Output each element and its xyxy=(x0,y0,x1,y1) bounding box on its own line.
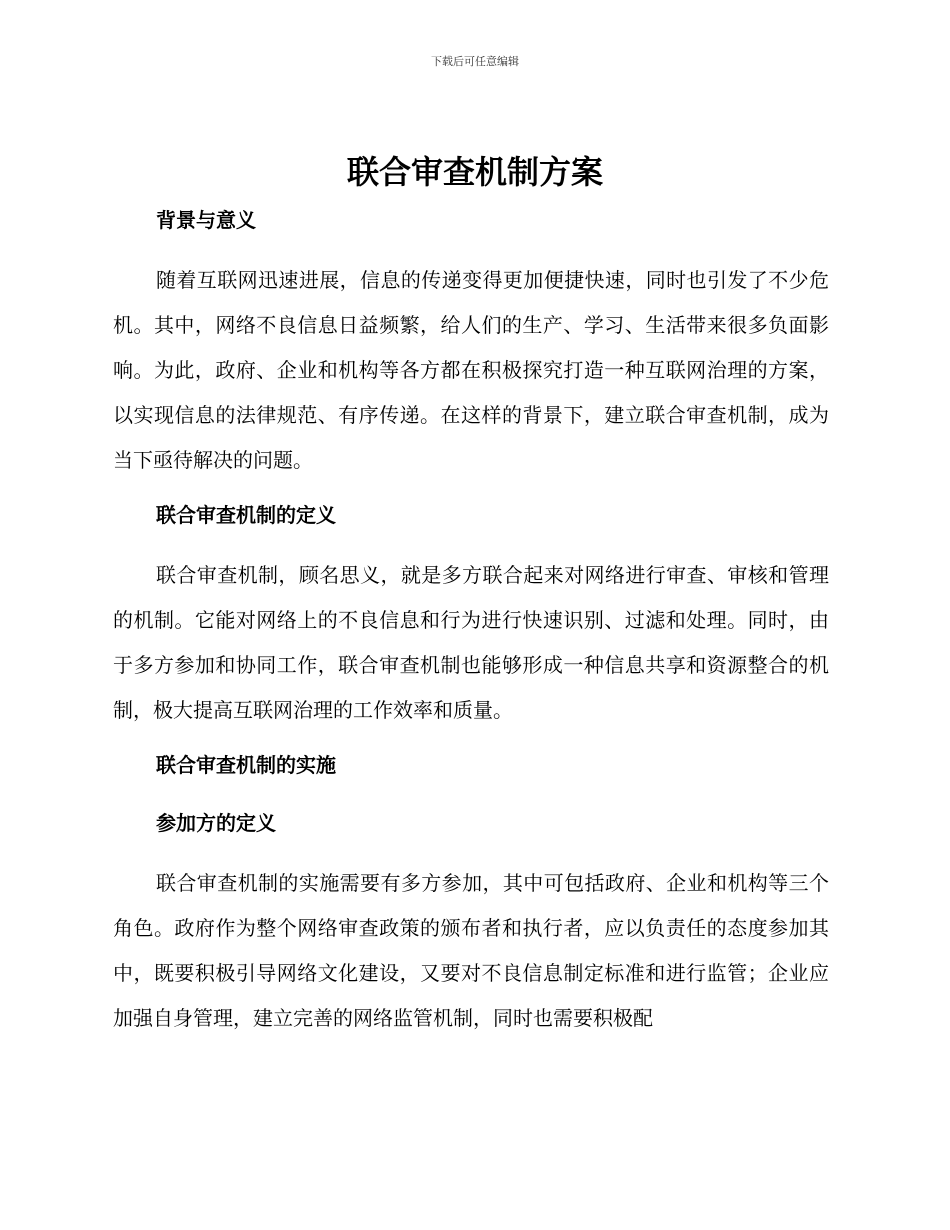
header-note: 下载后可任意编辑 xyxy=(431,55,519,68)
paragraph-participants: 联合审查机制的实施需要有多方参加，其中可包括政府、企业和机构等三个角色。政府作为整个网络审查政策的颁布者和执行者，应以负责任的态度参加其中，既要积极引导网络文化建设，又要对不良信息制定标准和进行监管；企业应加强自身管理，建立完善的网络监管机制，同时也需要积极配 xyxy=(113,871,829,1030)
subsection-heading-participants: 参加方的定义 xyxy=(156,811,276,835)
section-heading-definition: 联合审查机制的定义 xyxy=(156,503,336,527)
document-body xyxy=(113,202,829,1041)
paragraph-definition: 联合审查机制，顾名思义，就是多方联合起来对网络进行审查、审核和管理的机制。它能对网络上的不良信息和行为进行快速识别、过滤和处理。同时，由于多方参加和协同工作，联合审查机制也能够形成一种信息共享和资源整合的机制，极大提高互联网治理的工作效率和质量。 xyxy=(113,563,829,722)
paragraph-background: 随着互联网迅速进展，信息的传递变得更加便捷快速，同时也引发了不少危机。其中，网络不良信息日益频繁，给人们的生产、学习、生活带来很多负面影响。为此，政府、企业和机构等各方都在积极探究打造一种互联网治理的方案，以实现信息的法律规范、有序传递。在这样的背景下，建立联合审查机制，成为当下亟待解决的问题。 xyxy=(113,268,829,472)
section-heading-implementation: 联合审查机制的实施 xyxy=(156,753,336,777)
document-title: 联合审查机制方案 xyxy=(346,153,603,191)
section-heading-background: 背景与意义 xyxy=(156,208,256,232)
